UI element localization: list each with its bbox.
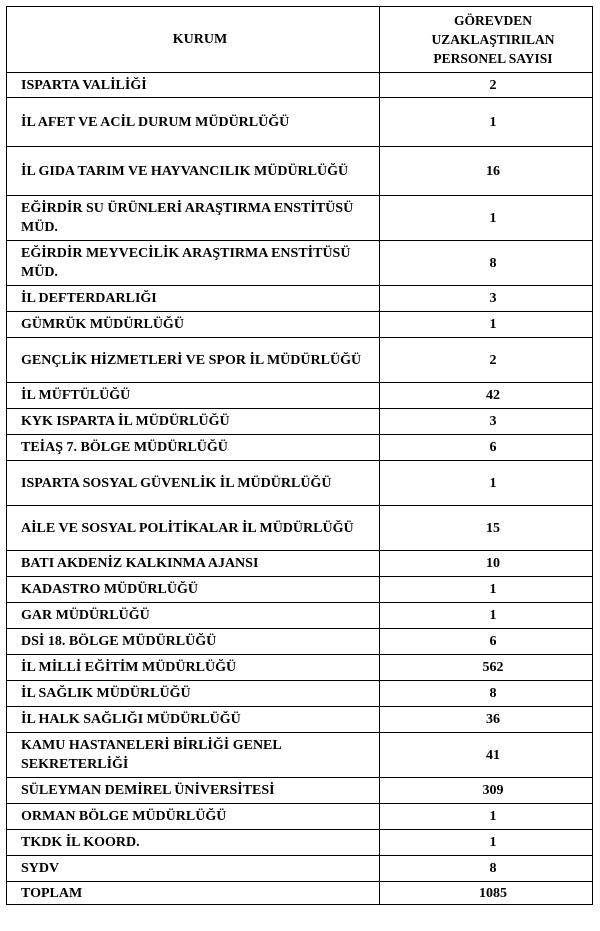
institution-name: GENÇLİK HİZMETLERİ VE SPOR İL MÜDÜRLÜĞÜ — [7, 338, 380, 383]
table-row — [7, 383, 593, 409]
table-row — [7, 506, 593, 551]
institution-name: EĞİRDİR SU ÜRÜNLERİ ARAŞTIRMA ENSTİTÜSÜ MÜD. — [7, 196, 380, 241]
header-count-line-3: PERSONEL SAYISI — [433, 51, 553, 66]
table-row — [7, 98, 593, 147]
personnel-count: 1 — [379, 312, 592, 338]
personnel-count: 3 — [379, 286, 592, 312]
header-count-line-1: GÖREVDEN — [453, 13, 532, 28]
table-row — [7, 147, 593, 196]
personnel-count: 562 — [379, 655, 592, 681]
institution-name: DSİ 18. BÖLGE MÜDÜRLÜĞÜ — [7, 629, 380, 655]
personnel-count: 1 — [379, 98, 592, 147]
table-row — [7, 778, 593, 804]
personnel-count: 309 — [379, 778, 592, 804]
personnel-count: 8 — [379, 856, 592, 882]
personnel-count: 6 — [379, 435, 592, 461]
institution-name: İL HALK SAĞLIĞI MÜDÜRLÜĞÜ — [7, 707, 380, 733]
institution-name: İL SAĞLIK MÜDÜRLÜĞÜ — [7, 681, 380, 707]
institution-name: İL MİLLİ EĞİTİM MÜDÜRLÜĞÜ — [7, 655, 380, 681]
institution-name: İL AFET VE ACİL DURUM MÜDÜRLÜĞÜ — [7, 98, 380, 147]
personnel-count: 42 — [379, 383, 592, 409]
personnel-count: 3 — [379, 409, 592, 435]
institution-name: GÜMRÜK MÜDÜRLÜĞÜ — [7, 312, 380, 338]
institution-name: İL DEFTERDARLIĞI — [7, 286, 380, 312]
table-row — [7, 551, 593, 577]
personnel-count: 1 — [379, 804, 592, 830]
table-header-row — [7, 7, 593, 73]
table-row — [7, 286, 593, 312]
institution-name: GAR MÜDÜRLÜĞÜ — [7, 603, 380, 629]
personnel-count: 15 — [379, 506, 592, 551]
personnel-count: 8 — [379, 241, 592, 286]
total-row — [7, 882, 593, 905]
institution-name: KAMU HASTANELERİ BİRLİĞİ GENEL SEKRETERLİĞİ — [7, 733, 380, 778]
table-row — [7, 461, 593, 506]
personnel-count: 10 — [379, 551, 592, 577]
institution-name: ORMAN BÖLGE MÜDÜRLÜĞÜ — [7, 804, 380, 830]
personnel-count: 2 — [379, 338, 592, 383]
table-row — [7, 655, 593, 681]
header-count-line-2: UZAKLAŞTIRILAN — [431, 32, 555, 47]
institution-name: AİLE VE SOSYAL POLİTİKALAR İL MÜDÜRLÜĞÜ — [7, 506, 380, 551]
table-row — [7, 707, 593, 733]
personnel-count: 6 — [379, 629, 592, 655]
personnel-count: 1 — [379, 577, 592, 603]
institution-name: SYDV — [7, 856, 380, 882]
personnel-count: 2 — [379, 73, 592, 98]
total-count: 1085 — [379, 882, 592, 905]
personnel-count: 1 — [379, 830, 592, 856]
header-personnel-count — [379, 7, 592, 73]
institution-name: BATI AKDENİZ KALKINMA AJANSI — [7, 551, 380, 577]
table-row — [7, 681, 593, 707]
institution-name: SÜLEYMAN DEMİREL ÜNİVERSİTESİ — [7, 778, 380, 804]
institution-name: KYK ISPARTA İL MÜDÜRLÜĞÜ — [7, 409, 380, 435]
table-row — [7, 629, 593, 655]
table-row — [7, 196, 593, 241]
table-row — [7, 577, 593, 603]
table-row — [7, 409, 593, 435]
table-row — [7, 241, 593, 286]
institution-name: İL GIDA TARIM VE HAYVANCILIK MÜDÜRLÜĞÜ — [7, 147, 380, 196]
personnel-count: 1 — [379, 461, 592, 506]
personnel-count: 41 — [379, 733, 592, 778]
institution-name: ISPARTA SOSYAL GÜVENLİK İL MÜDÜRLÜĞÜ — [7, 461, 380, 506]
table-row — [7, 435, 593, 461]
institution-name: TKDK İL KOORD. — [7, 830, 380, 856]
institution-name: TEİAŞ 7. BÖLGE MÜDÜRLÜĞÜ — [7, 435, 380, 461]
personnel-table — [6, 6, 593, 905]
personnel-count: 1 — [379, 603, 592, 629]
personnel-count: 1 — [379, 196, 592, 241]
table-row — [7, 733, 593, 778]
header-kurum: KURUM — [7, 7, 380, 73]
table-row — [7, 338, 593, 383]
personnel-count: 16 — [379, 147, 592, 196]
personnel-count: 36 — [379, 707, 592, 733]
institution-name: KADASTRO MÜDÜRLÜĞÜ — [7, 577, 380, 603]
institution-name: İL MÜFTÜLÜĞÜ — [7, 383, 380, 409]
institution-name: ISPARTA VALİLİĞİ — [7, 73, 380, 98]
table-row — [7, 73, 593, 98]
institution-name: EĞİRDİR MEYVECİLİK ARAŞTIRMA ENSTİTÜSÜ MÜD. — [7, 241, 380, 286]
table-row — [7, 603, 593, 629]
table-row — [7, 312, 593, 338]
table-row — [7, 856, 593, 882]
personnel-count: 8 — [379, 681, 592, 707]
table-row — [7, 804, 593, 830]
table-row — [7, 830, 593, 856]
total-label: TOPLAM — [7, 882, 380, 905]
